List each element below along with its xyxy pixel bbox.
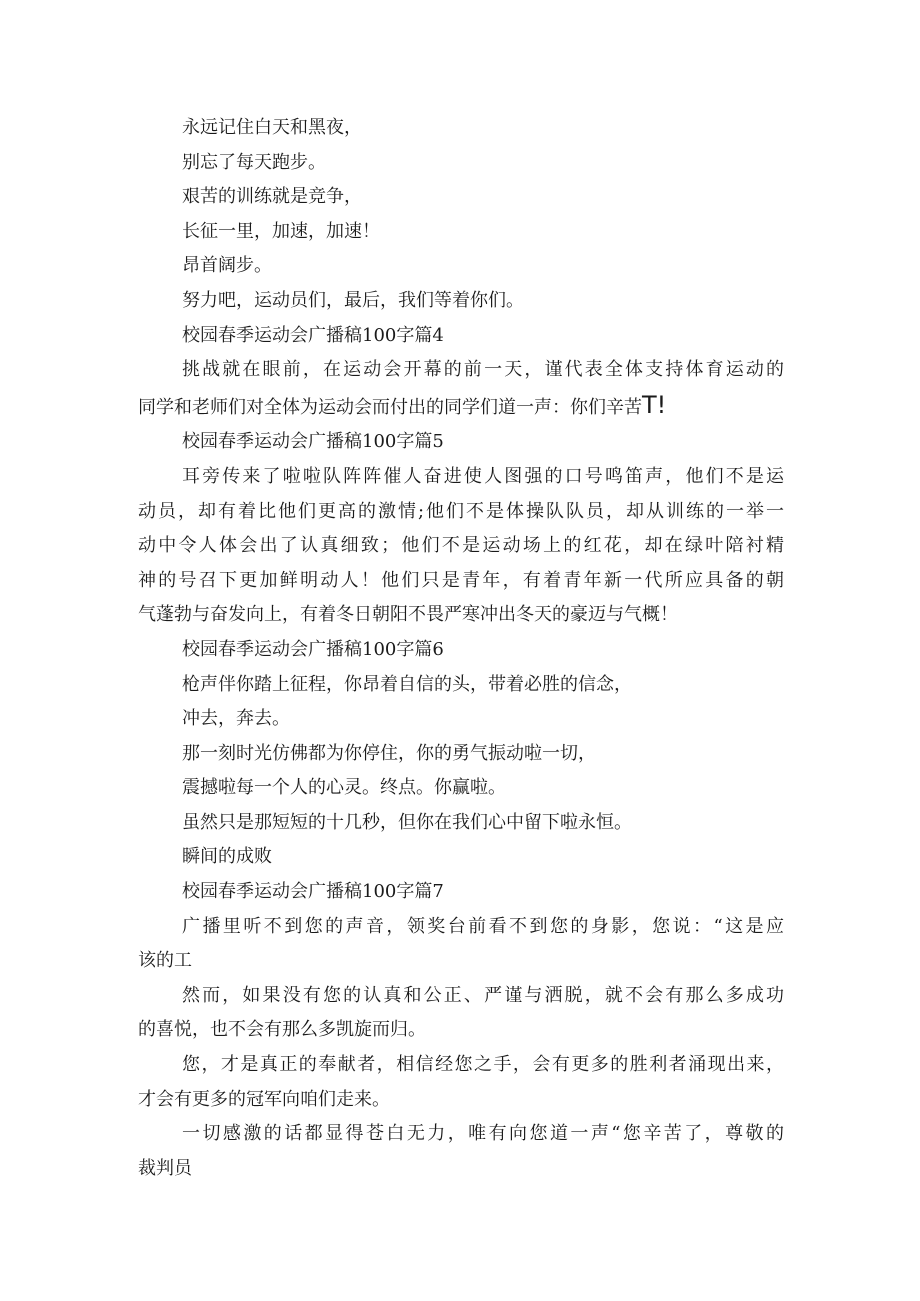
section-heading-4: 校园春季运动会广播稿100字篇4 [182, 324, 444, 346]
paragraph-line [138, 388, 784, 426]
section-heading-7: 校园春季运动会广播稿100字篇7 [182, 881, 444, 903]
poem-line: 昂首阔步。 [182, 255, 272, 277]
paragraph-line: 神的号召下更加鲜明动人！他们只是青年，有着青年新一代所应具备的朝 [138, 569, 784, 591]
poem-line: 努力吧，运动员们，最后，我们等着你们。 [182, 289, 524, 311]
paragraph-line: 挑战就在眼前，在运动会开幕的前一天，谨代表全体支持体育运动的 [182, 359, 784, 381]
paragraph-line: 耳旁传来了啦啦队阵阵催人奋进使人图强的口号鸣笛声，他们不是运 [182, 465, 784, 487]
paragraph-line: 您，才是真正的奉献者，相信经您之手，会有更多的胜利者涌现出来， [182, 1054, 784, 1076]
poem-line: 别忘了每天跑步。 [182, 151, 326, 173]
paragraph-line: 一切感激的话都显得苍白无力，唯有向您道一声“您辛苦了，尊敬的 [182, 1123, 784, 1145]
paragraph-line: 该的工 [138, 950, 192, 972]
article-body [138, 111, 784, 1186]
poem-line: 震撼啦每一个人的心灵。终点。你赢啦。 [182, 777, 506, 799]
poem-line: 虽然只是那短短的十几秒，但你在我们心中留下啦永恒。 [182, 811, 632, 833]
section-heading-5: 校园春季运动会广播稿100字篇5 [182, 431, 444, 453]
paragraph-line: 广播里听不到您的声音，领奖台前看不到您的身影，您说：“这是应 [182, 915, 784, 937]
poem-line: 长征一里，加速，加速！ [182, 220, 380, 242]
paragraph-line: 气蓬勃与奋发向上，有着冬日朝阳不畏严寒冲出冬天的豪迈与气概！ [138, 604, 678, 626]
section-heading-6: 校园春季运动会广播稿100字篇6 [182, 638, 444, 660]
poem-line: 枪声伴你踏上征程，你昂着自信的头，带着必胜的信念， [182, 673, 632, 695]
paragraph-line: 裁判员 [138, 1157, 192, 1179]
paragraph-line: 才会有更多的冠军向咱们走来。 [138, 1088, 390, 1110]
poem-line: 艰苦的训练就是竞争， [182, 186, 362, 208]
poem-line: 那一刻时光仿佛都为你停住，你的勇气振动啦一切， [182, 742, 596, 764]
poem-line: 永远记住白天和黑夜， [182, 117, 362, 138]
paragraph-line: 动中令人体会出了认真细致；他们不是运动场上的红花，却在绿叶陪衬精 [138, 535, 784, 557]
poem-line: 瞬间的成败 [182, 846, 272, 868]
paragraph-text: 同学和老师们对全体为运动会而付出的同学们道一声：你们辛苦 [138, 396, 642, 418]
paragraph-line: 动员，却有着比他们更高的激情;他们不是体操队队员，却从训练的一举一 [138, 500, 784, 522]
poem-line: 冲去，奔去。 [182, 708, 290, 730]
paragraph-line: 的喜悦，也不会有那么多凯旋而归。 [138, 1019, 426, 1041]
paragraph-line: 然而，如果没有您的认真和公正、严谨与洒脱，就不会有那么多成功 [182, 984, 784, 1006]
paragraph-text-tail: T! [642, 390, 667, 419]
